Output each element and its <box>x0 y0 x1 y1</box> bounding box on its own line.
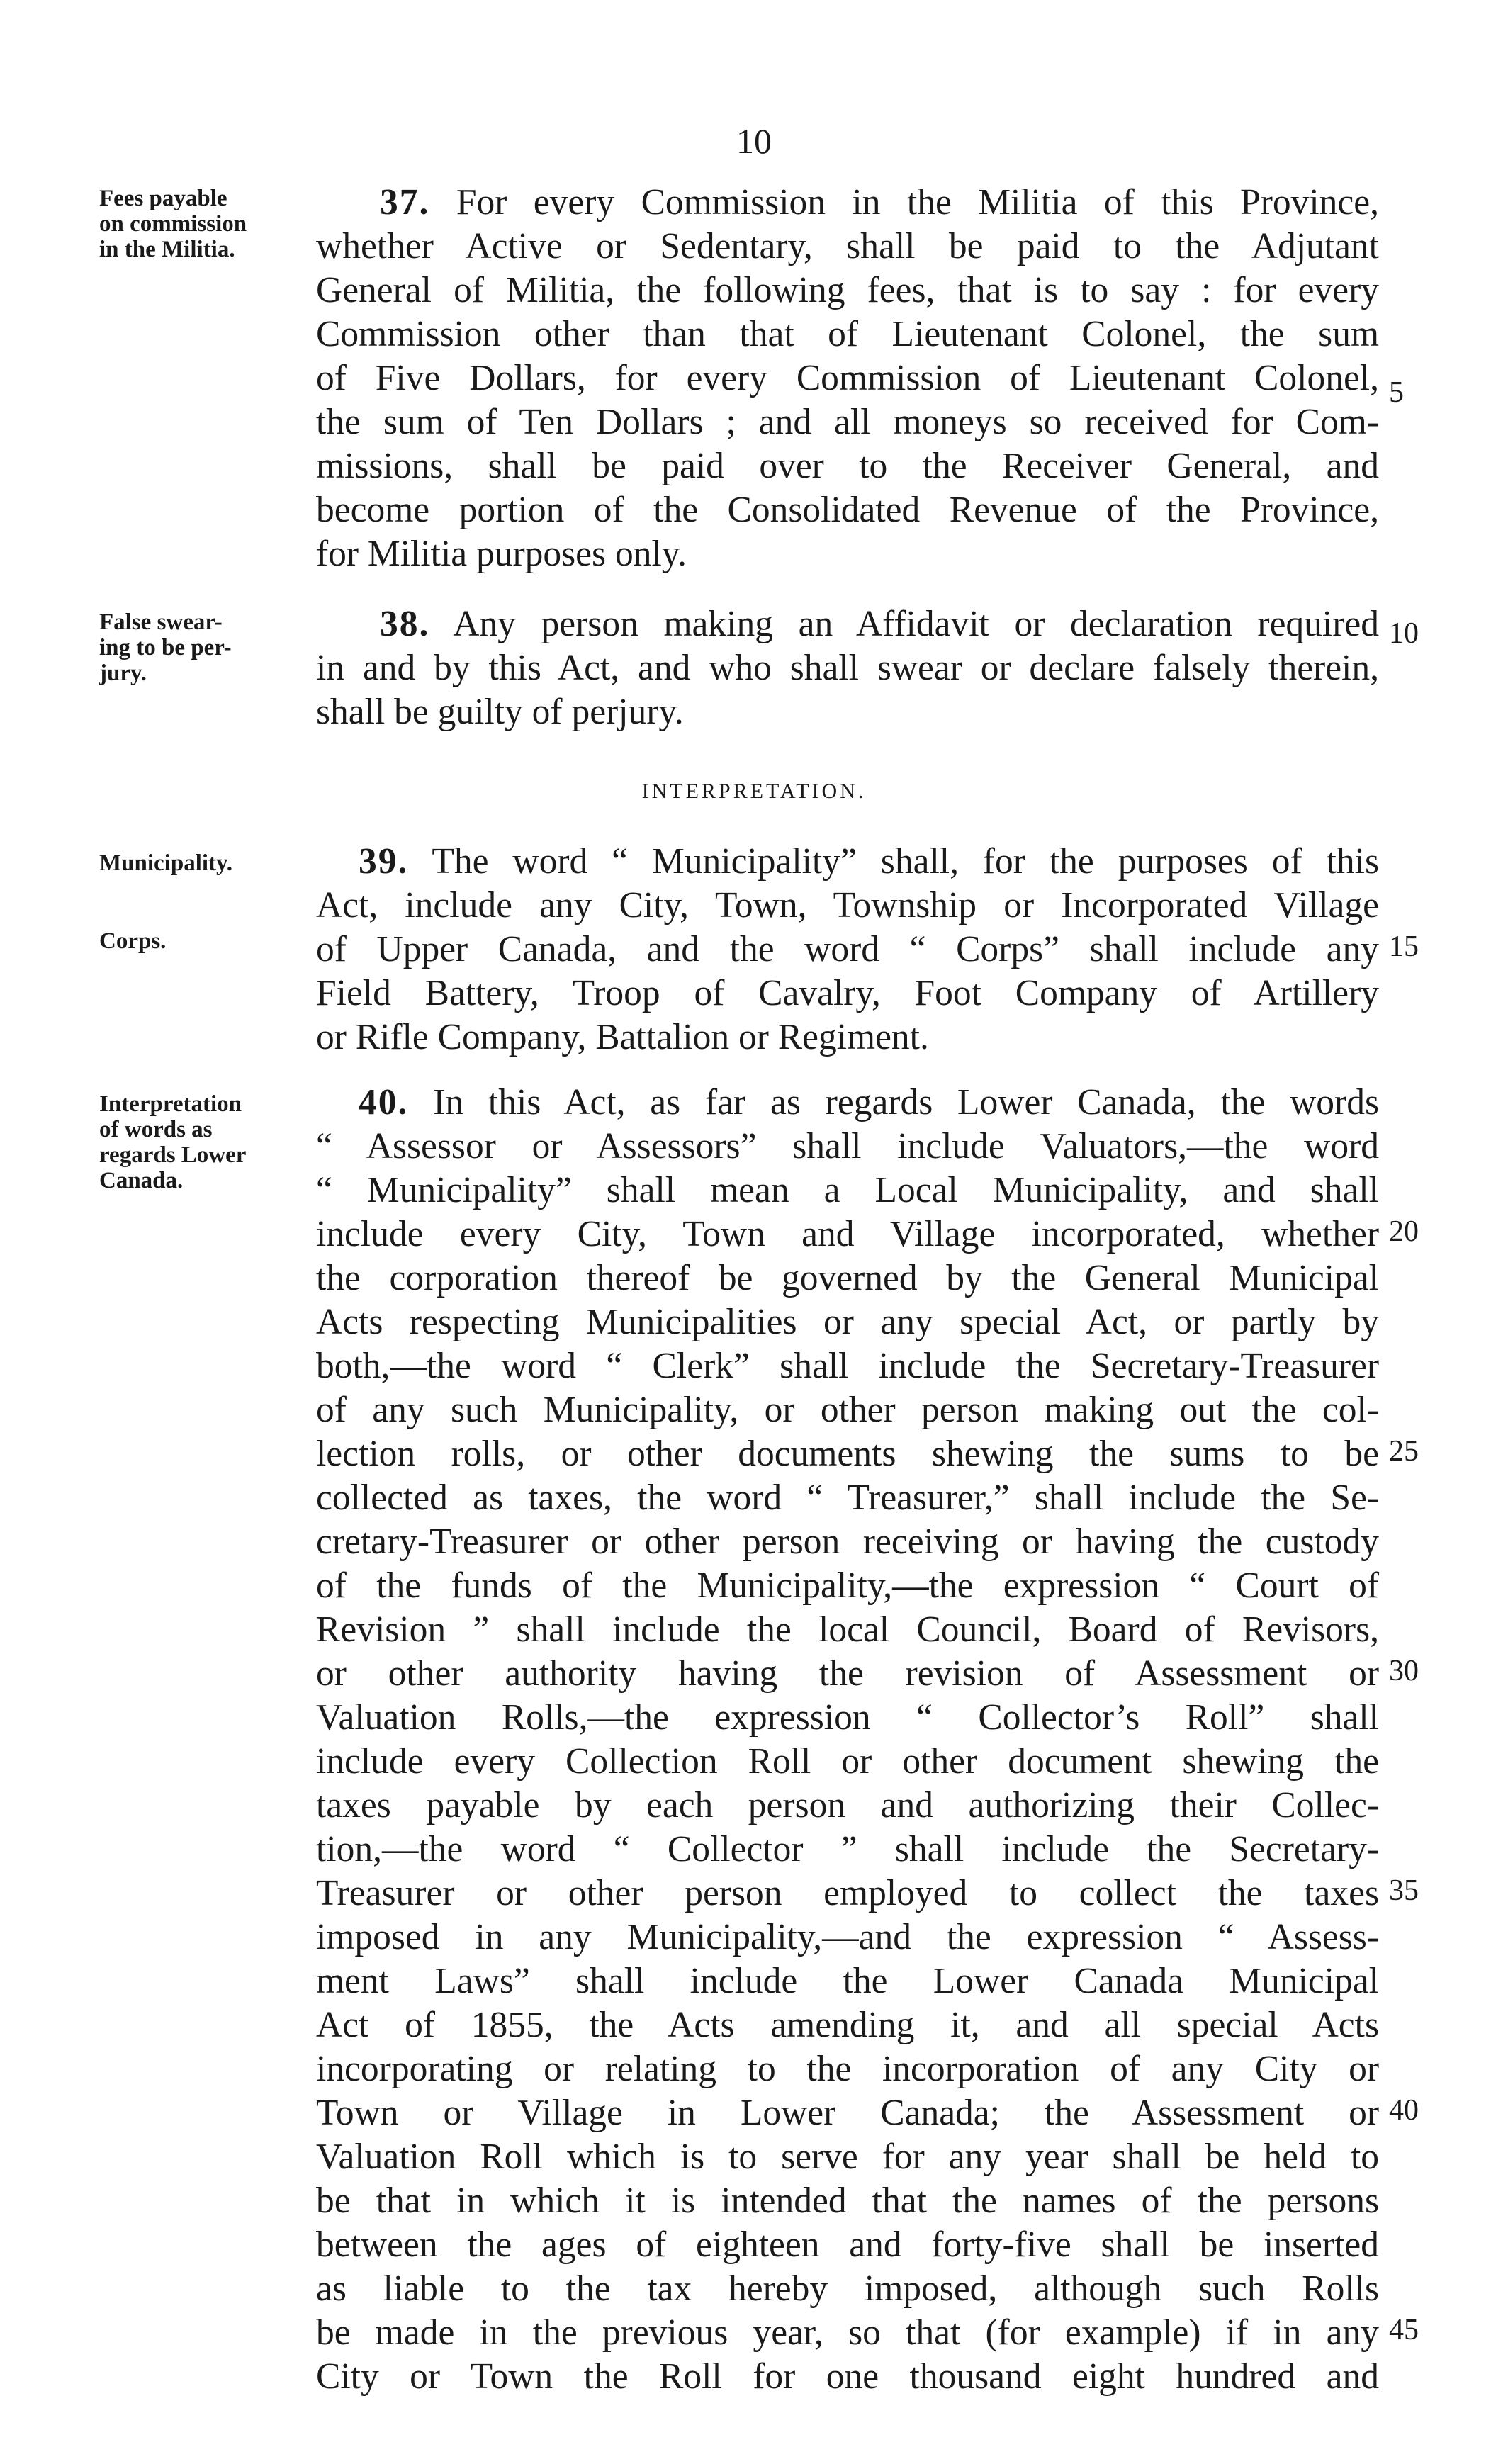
line-number: 25 <box>1389 1435 1419 1468</box>
section-number: 38. <box>380 604 430 644</box>
text-line: Treasurer or other person employed to collect the taxes <box>316 1873 1379 1913</box>
text-line: become portion of the Consolidated Revenue of the Province, <box>316 490 1379 530</box>
text-line: Acts respecting Municipalities or any special Act, or partly by <box>316 1302 1379 1342</box>
page-number: 10 <box>736 121 772 161</box>
text-line: missions, shall be paid over to the Receiver General, and <box>316 446 1379 486</box>
text-line: Town or Village in Lower Canada; the Assessment or <box>316 2093 1379 2133</box>
margin-note-line: regards Lower <box>99 1142 247 1168</box>
text-line: tion,—the word “ Collector ” shall include the Secretary- <box>316 1829 1379 1869</box>
section-number: 40. <box>359 1082 409 1123</box>
line-number: 40 <box>1389 2094 1419 2127</box>
text-line: Field Battery, Troop of Cavalry, Foot Company of Artillery <box>316 973 1379 1013</box>
text-line: or other authority having the revision of Assessment or <box>316 1653 1379 1694</box>
margin-note-line: ing to be per- <box>99 635 232 660</box>
text-line: imposed in any Municipality,—and the expression “ Assess- <box>316 1917 1379 1957</box>
text-line: 40. In this Act, as far as regards Lower Canada, the words <box>359 1082 1379 1123</box>
text-line: 37. For every Commission in the Militia of this Province, <box>380 182 1379 223</box>
margin-note-false-swearing <box>99 609 312 686</box>
text-line: Act, include any City, Town, Township or Incorporated Village <box>316 885 1379 926</box>
text-line: taxes payable by each person and authorizing their Collec- <box>316 1785 1379 1826</box>
text-line: as liable to the tax hereby imposed, although such Rolls <box>316 2268 1379 2309</box>
text-line: include every City, Town and Village incorporated, whether <box>316 1214 1379 1254</box>
text-line: the corporation thereof be governed by the General Municipal <box>316 1258 1379 1298</box>
text-line: City or Town the Roll for one thousand eight hundred and <box>316 2356 1379 2397</box>
text-line: “ Assessor or Assessors” shall include Valuators,—the word <box>316 1126 1379 1166</box>
text-line: of any such Municipality, or other person making out the col- <box>316 1390 1379 1430</box>
text-line: both,—the word “ Clerk” shall include the Secretary-Treasurer <box>316 1346 1379 1386</box>
text-line: shall be guilty of perjury. <box>316 692 684 732</box>
text-line: between the ages of eighteen and forty-five shall be inserted <box>316 2224 1379 2265</box>
line-number: 45 <box>1389 2314 1419 2346</box>
section-number: 37. <box>380 182 430 223</box>
section-40 <box>316 1081 1379 2399</box>
text-line: General of Militia, the following fees, that is to say : for every <box>316 270 1379 310</box>
section-heading: INTERPRETATION. <box>641 780 867 803</box>
margin-note-line: in the Militia. <box>99 237 235 262</box>
text-line: whether Active or Sedentary, shall be paid to the Adjutant <box>316 226 1379 266</box>
text-line: 39. The word “ Municipality” shall, for the purposes of this <box>359 841 1379 882</box>
text-line: collected as taxes, the word “ Treasurer,” shall include the Se- <box>316 1478 1379 1518</box>
text-line: incorporating or relating to the incorporation of any City or <box>316 2049 1379 2089</box>
margin-note-interpretation <box>99 1091 312 1193</box>
text-line: of Upper Canada, and the word “ Corps” shall include any <box>316 929 1379 969</box>
line-number: 35 <box>1389 1874 1419 1907</box>
margin-note-line: Interpretation <box>99 1091 242 1117</box>
text-line: Valuation Rolls,—the expression “ Collector’s Roll” shall <box>316 1697 1379 1738</box>
text-line: 38. Any person making an Affidavit or declaration required <box>380 604 1379 644</box>
text-line: the sum of Ten Dollars ; and all moneys so received for Com- <box>316 402 1379 442</box>
text-line: “ Municipality” shall mean a Local Municipality, and shall <box>316 1170 1379 1210</box>
margin-note-line: jury. <box>99 660 147 686</box>
line-number: 30 <box>1389 1655 1419 1687</box>
text-line: ment Laws” shall include the Lower Canada Municipal <box>316 1961 1379 2001</box>
line-number: 20 <box>1389 1215 1419 1248</box>
text-line: in and by this Act, and who shall swear or declare falsely therein, <box>316 648 1379 688</box>
section-39 <box>316 840 1379 1059</box>
text-line: Act of 1855, the Acts amending it, and all special Acts <box>316 2005 1379 2045</box>
text-line: include every Collection Roll or other document shewing the <box>316 1741 1379 1782</box>
section-37 <box>316 181 1379 576</box>
margin-note-fees <box>99 186 312 262</box>
text-line: of Five Dollars, for every Commission of Lieutenant Colonel, <box>316 358 1379 398</box>
text-line: lection rolls, or other documents shewing the sums to be <box>316 1434 1379 1474</box>
text-line: or Rifle Company, Battalion or Regiment. <box>316 1017 929 1057</box>
text-line: for Militia purposes only. <box>316 534 687 574</box>
line-number: 15 <box>1389 930 1419 963</box>
section-number: 39. <box>359 841 409 882</box>
text-line: cretary-Treasurer or other person receiving or having the custody <box>316 1521 1379 1562</box>
text-line: Valuation Roll which is to serve for any year shall be held to <box>316 2137 1379 2177</box>
margin-note-line: False swear- <box>99 609 223 635</box>
section-38 <box>316 602 1379 734</box>
text-line: be that in which it is intended that the names of the persons <box>316 2181 1379 2221</box>
line-number: 10 <box>1389 617 1419 650</box>
line-number: 5 <box>1389 376 1404 409</box>
text-line: Revision ” shall include the local Council, Board of Revisors, <box>316 1609 1379 1650</box>
margin-note-municipality: Municipality. <box>99 850 232 876</box>
text-line: of the funds of the Municipality,—the expression “ Court of <box>316 1565 1379 1606</box>
margin-note-line: Canada. <box>99 1168 184 1193</box>
text-line: Commission other than that of Lieutenant Colonel, the sum <box>316 314 1379 354</box>
margin-note-corps: Corps. <box>99 928 167 954</box>
margin-note-line: Fees payable <box>99 186 227 211</box>
text-line: be made in the previous year, so that (for example) if in any <box>316 2312 1379 2353</box>
margin-note-line: of words as <box>99 1117 213 1142</box>
margin-note-line: on commission <box>99 211 247 237</box>
